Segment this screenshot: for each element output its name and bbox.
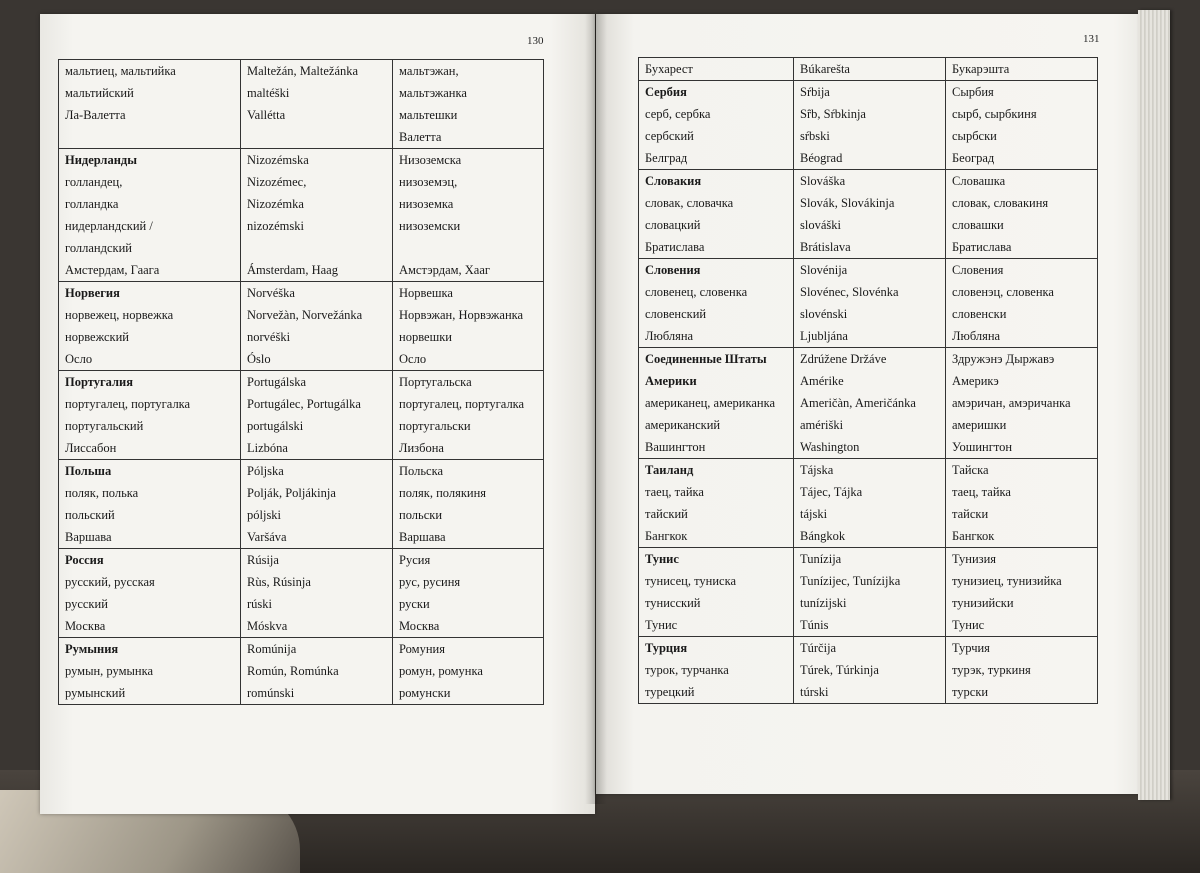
slovene-cyrillic-cell: сырб, сырбкиня [946, 103, 1098, 125]
russian-cell: турецкий [639, 681, 794, 704]
russian-cell: португальский [59, 415, 241, 437]
slovene-cyrillic-cell: Амстэрдам, Хааг [393, 259, 544, 282]
table-row [639, 259, 1098, 282]
slovene-cyrillic-cell: руски [393, 593, 544, 615]
table-row [639, 592, 1098, 614]
slovene-latin-cell: Ámsterdam, Haag [241, 259, 393, 282]
slovene-latin-cell: portugálski [241, 415, 393, 437]
slovene-cyrillic-cell: сырбски [946, 125, 1098, 147]
russian-cell: норвежец, норвежка [59, 304, 241, 326]
slovene-latin-cell: Slováška [794, 170, 946, 193]
slovene-latin-cell: Norvežàn, Norvežánka [241, 304, 393, 326]
table-row [639, 303, 1098, 325]
slovene-cyrillic-cell: Здружэнэ Дыржавэ [946, 348, 1098, 371]
slovene-latin-cell: túrski [794, 681, 946, 704]
russian-cell: Румыния [59, 638, 241, 661]
russian-cell: Братислава [639, 236, 794, 259]
slovene-cyrillic-cell: словак, словакиня [946, 192, 1098, 214]
slovene-latin-cell: Zdrúžene Držáve [794, 348, 946, 371]
slovene-cyrillic-cell: Уошингтон [946, 436, 1098, 459]
slovene-cyrillic-cell: тайски [946, 503, 1098, 525]
russian-cell: Тунис [639, 548, 794, 571]
russian-cell: мальтиец, мальтийка [59, 60, 241, 83]
slovene-cyrillic-cell: Ромуния [393, 638, 544, 661]
slovene-latin-cell: Brátislava [794, 236, 946, 259]
slovene-cyrillic-cell: мальтэжан, [393, 60, 544, 83]
page-number-right: 131 [1083, 33, 1100, 45]
slovene-cyrillic-cell: низоземски [393, 215, 544, 237]
slovene-cyrillic-cell: Польска [393, 460, 544, 483]
table-row [59, 348, 544, 371]
slovene-latin-cell: tunízijski [794, 592, 946, 614]
russian-cell: Португалия [59, 371, 241, 394]
slovene-latin-cell: sŕbski [794, 125, 946, 147]
table-row [59, 571, 544, 593]
table-row [59, 215, 544, 237]
slovene-cyrillic-cell: Београд [946, 147, 1098, 170]
russian-cell: словак, словачка [639, 192, 794, 214]
table-row [639, 570, 1098, 592]
table-row [639, 525, 1098, 548]
slovene-cyrillic-cell: португалец, португалка [393, 393, 544, 415]
slovene-latin-cell: Portugálec, Portugálka [241, 393, 393, 415]
russian-cell: сербский [639, 125, 794, 147]
table-row [639, 170, 1098, 193]
russian-cell: Москва [59, 615, 241, 638]
page-edges [1138, 10, 1170, 800]
slovene-latin-cell: Túrčija [794, 637, 946, 660]
table-row [639, 192, 1098, 214]
table-row [59, 593, 544, 615]
slovene-cyrillic-cell: Букарэшта [946, 58, 1098, 81]
table-row [59, 171, 544, 193]
russian-cell: голландец, [59, 171, 241, 193]
slovene-latin-cell: Romúnija [241, 638, 393, 661]
russian-cell: Варшава [59, 526, 241, 549]
russian-cell: серб, сербка [639, 103, 794, 125]
russian-cell: русский [59, 593, 241, 615]
slovene-cyrillic-cell: Братислава [946, 236, 1098, 259]
table-row [639, 236, 1098, 259]
russian-cell: словенец, словенка [639, 281, 794, 303]
slovene-cyrillic-cell: Тунизия [946, 548, 1098, 571]
slovene-latin-cell: Póljska [241, 460, 393, 483]
slovene-latin-cell: amériški [794, 414, 946, 436]
slovene-cyrillic-cell: Португальска [393, 371, 544, 394]
table-row [639, 414, 1098, 436]
slovene-cyrillic-cell: низоземэц, [393, 171, 544, 193]
slovene-cyrillic-cell: Норвэжан, Норвэжанка [393, 304, 544, 326]
russian-cell: американский [639, 414, 794, 436]
slovene-cyrillic-cell: Варшава [393, 526, 544, 549]
table-row [59, 415, 544, 437]
table-row [59, 682, 544, 705]
russian-cell: американец, американка [639, 392, 794, 414]
russian-cell: поляк, полька [59, 482, 241, 504]
slovene-latin-cell: póljski [241, 504, 393, 526]
dictionary-table-right [638, 57, 1098, 704]
slovene-cyrillic-cell: польски [393, 504, 544, 526]
slovene-cyrillic-cell [393, 237, 544, 259]
slovene-latin-cell: Túrek, Túrkinja [794, 659, 946, 681]
table-row [639, 548, 1098, 571]
slovene-latin-cell: Lizbóna [241, 437, 393, 460]
table-row [639, 637, 1098, 660]
slovene-cyrillic-cell: Тунис [946, 614, 1098, 637]
slovene-cyrillic-cell: америшки [946, 414, 1098, 436]
slovene-latin-cell: Tájec, Tájka [794, 481, 946, 503]
slovene-latin-cell: Norvéška [241, 282, 393, 305]
table-row [59, 104, 544, 126]
table-row [59, 126, 544, 149]
slovene-cyrillic-cell: тунизиец, тунизийка [946, 570, 1098, 592]
table-row [59, 615, 544, 638]
slovene-latin-cell: Romún, Romúnka [241, 660, 393, 682]
russian-cell: словацкий [639, 214, 794, 236]
slovene-cyrillic-cell: Тайска [946, 459, 1098, 482]
slovene-cyrillic-cell: тунизийски [946, 592, 1098, 614]
table-row [639, 125, 1098, 147]
table-row [59, 282, 544, 305]
table-row [59, 371, 544, 394]
slovene-cyrillic-cell: Бангкок [946, 525, 1098, 548]
russian-cell: Турция [639, 637, 794, 660]
slovene-latin-cell: Portugálska [241, 371, 393, 394]
slovene-latin-cell: Tájska [794, 459, 946, 482]
russian-cell: Соединенные Штаты [639, 348, 794, 371]
russian-cell: нидерландский / [59, 215, 241, 237]
slovene-cyrillic-cell: ромун, ромунка [393, 660, 544, 682]
russian-cell: голландский [59, 237, 241, 259]
table-row [59, 149, 544, 172]
slovene-cyrillic-cell: словашки [946, 214, 1098, 236]
table-row [59, 326, 544, 348]
slovene-latin-cell: Polják, Poljákinja [241, 482, 393, 504]
table-row [639, 459, 1098, 482]
slovene-latin-cell: Rúsija [241, 549, 393, 572]
slovene-cyrillic-cell: Норвешка [393, 282, 544, 305]
table-row [59, 304, 544, 326]
slovene-latin-cell: Túnis [794, 614, 946, 637]
slovene-cyrillic-cell: португальски [393, 415, 544, 437]
slovene-cyrillic-cell: словенэц, словенка [946, 281, 1098, 303]
slovene-latin-cell: Maltežán, Maltežánka [241, 60, 393, 83]
slovene-latin-cell: Slovénec, Slovénka [794, 281, 946, 303]
table-row [59, 60, 544, 83]
table-row [59, 460, 544, 483]
table-row [59, 638, 544, 661]
table-row [639, 81, 1098, 104]
russian-cell: португалец, португалка [59, 393, 241, 415]
slovene-latin-cell: Óslo [241, 348, 393, 371]
table-row [639, 281, 1098, 303]
slovene-latin-cell: Amérike [794, 370, 946, 392]
russian-cell: Сербия [639, 81, 794, 104]
slovene-cyrillic-cell: Лизбона [393, 437, 544, 460]
russian-cell: Белград [639, 147, 794, 170]
table-row [59, 193, 544, 215]
russian-cell: Польша [59, 460, 241, 483]
russian-cell: Лиссабон [59, 437, 241, 460]
slovene-latin-cell: norvéški [241, 326, 393, 348]
russian-cell: словенский [639, 303, 794, 325]
russian-cell: польский [59, 504, 241, 526]
russian-cell: Америки [639, 370, 794, 392]
slovene-cyrillic-cell: Москва [393, 615, 544, 638]
slovene-latin-cell: Bángkok [794, 525, 946, 548]
slovene-cyrillic-cell: Словения [946, 259, 1098, 282]
table-row [639, 392, 1098, 414]
slovene-cyrillic-cell: словенски [946, 303, 1098, 325]
russian-cell: голландка [59, 193, 241, 215]
slovene-cyrillic-cell: турски [946, 681, 1098, 704]
slovene-latin-cell: Tunízijec, Tunízijka [794, 570, 946, 592]
slovene-cyrillic-cell: ромунски [393, 682, 544, 705]
russian-cell: Россия [59, 549, 241, 572]
table-row [59, 482, 544, 504]
table-row [59, 549, 544, 572]
slovene-latin-cell: Nizozémka [241, 193, 393, 215]
slovene-latin-cell: Búkarešta [794, 58, 946, 81]
russian-cell: Словения [639, 259, 794, 282]
slovene-cyrillic-cell: амэричан, амэричанка [946, 392, 1098, 414]
russian-cell: Ла-Валетта [59, 104, 241, 126]
slovene-latin-cell: rúski [241, 593, 393, 615]
table-row [639, 659, 1098, 681]
slovene-latin-cell: Slovák, Slovákinja [794, 192, 946, 214]
slovene-cyrillic-cell: Словашка [946, 170, 1098, 193]
table-row [639, 214, 1098, 236]
table-row [59, 437, 544, 460]
table-row [639, 348, 1098, 371]
slovene-latin-cell: nizozémski [241, 215, 393, 237]
russian-cell: Нидерланды [59, 149, 241, 172]
table-row [639, 103, 1098, 125]
slovene-latin-cell: Sŕbija [794, 81, 946, 104]
table-row [59, 82, 544, 104]
slovene-latin-cell: romúnski [241, 682, 393, 705]
slovene-latin-cell: Slovénija [794, 259, 946, 282]
slovene-latin-cell [241, 237, 393, 259]
slovene-cyrillic-cell: Валетта [393, 126, 544, 149]
russian-cell: Словакия [639, 170, 794, 193]
slovene-latin-cell: slovénski [794, 303, 946, 325]
slovene-latin-cell: Móskva [241, 615, 393, 638]
slovene-latin-cell: Béograd [794, 147, 946, 170]
slovene-latin-cell: Vallétta [241, 104, 393, 126]
book-gutter [585, 14, 607, 804]
russian-cell: Любляна [639, 325, 794, 348]
slovene-latin-cell: Nizozémska [241, 149, 393, 172]
table-row [59, 526, 544, 549]
russian-cell [59, 126, 241, 149]
table-row [59, 504, 544, 526]
slovene-latin-cell: slováški [794, 214, 946, 236]
slovene-latin-cell: Varšáva [241, 526, 393, 549]
slovene-cyrillic-cell: Осло [393, 348, 544, 371]
slovene-latin-cell: Tunízija [794, 548, 946, 571]
russian-cell: Норвегия [59, 282, 241, 305]
russian-cell: русский, русская [59, 571, 241, 593]
table-row [639, 436, 1098, 459]
slovene-cyrillic-cell: низоземка [393, 193, 544, 215]
slovene-latin-cell: maltéški [241, 82, 393, 104]
slovene-latin-cell: Američàn, Američánka [794, 392, 946, 414]
russian-cell: норвежский [59, 326, 241, 348]
slovene-cyrillic-cell: мальтешки [393, 104, 544, 126]
russian-cell: Бухарест [639, 58, 794, 81]
slovene-cyrillic-cell: поляк, полякиня [393, 482, 544, 504]
russian-cell: мальтийский [59, 82, 241, 104]
table-row [639, 147, 1098, 170]
table-row [639, 503, 1098, 525]
table-row [59, 660, 544, 682]
table-row [59, 393, 544, 415]
table-row [59, 259, 544, 282]
russian-cell: турок, турчанка [639, 659, 794, 681]
table-row [59, 237, 544, 259]
russian-cell: тунисский [639, 592, 794, 614]
slovene-cyrillic-cell: Низоземска [393, 149, 544, 172]
russian-cell: Амстердам, Гаага [59, 259, 241, 282]
russian-cell: таец, тайка [639, 481, 794, 503]
slovene-cyrillic-cell: таец, тайка [946, 481, 1098, 503]
slovene-latin-cell: Rùs, Rúsinja [241, 571, 393, 593]
slovene-cyrillic-cell: мальтэжанка [393, 82, 544, 104]
slovene-cyrillic-cell: Турчия [946, 637, 1098, 660]
russian-cell: Бангкок [639, 525, 794, 548]
slovene-latin-cell: Nizozémec, [241, 171, 393, 193]
slovene-cyrillic-cell: рус, русиня [393, 571, 544, 593]
russian-cell: Вашингтон [639, 436, 794, 459]
slovene-cyrillic-cell: турэк, туркиня [946, 659, 1098, 681]
slovene-latin-cell: Sȓb, Sŕbkinja [794, 103, 946, 125]
slovene-latin-cell: Washington [794, 436, 946, 459]
table-row [639, 681, 1098, 704]
slovene-cyrillic-cell: Русия [393, 549, 544, 572]
slovene-cyrillic-cell: Сырбия [946, 81, 1098, 104]
russian-cell: румын, румынка [59, 660, 241, 682]
page-number-left: 130 [527, 35, 544, 47]
russian-cell: тунисец, туниска [639, 570, 794, 592]
table-row [639, 58, 1098, 81]
russian-cell: румынский [59, 682, 241, 705]
table-row [639, 614, 1098, 637]
slovene-latin-cell: tájski [794, 503, 946, 525]
russian-cell: Таиланд [639, 459, 794, 482]
slovene-cyrillic-cell: Америкэ [946, 370, 1098, 392]
slovene-cyrillic-cell: норвешки [393, 326, 544, 348]
slovene-cyrillic-cell: Любляна [946, 325, 1098, 348]
table-row [639, 325, 1098, 348]
slovene-latin-cell [241, 126, 393, 149]
slovene-latin-cell: Ljubljána [794, 325, 946, 348]
table-row [639, 370, 1098, 392]
dictionary-table-left [58, 59, 544, 705]
russian-cell: Тунис [639, 614, 794, 637]
russian-cell: Осло [59, 348, 241, 371]
russian-cell: тайский [639, 503, 794, 525]
table-row [639, 481, 1098, 503]
